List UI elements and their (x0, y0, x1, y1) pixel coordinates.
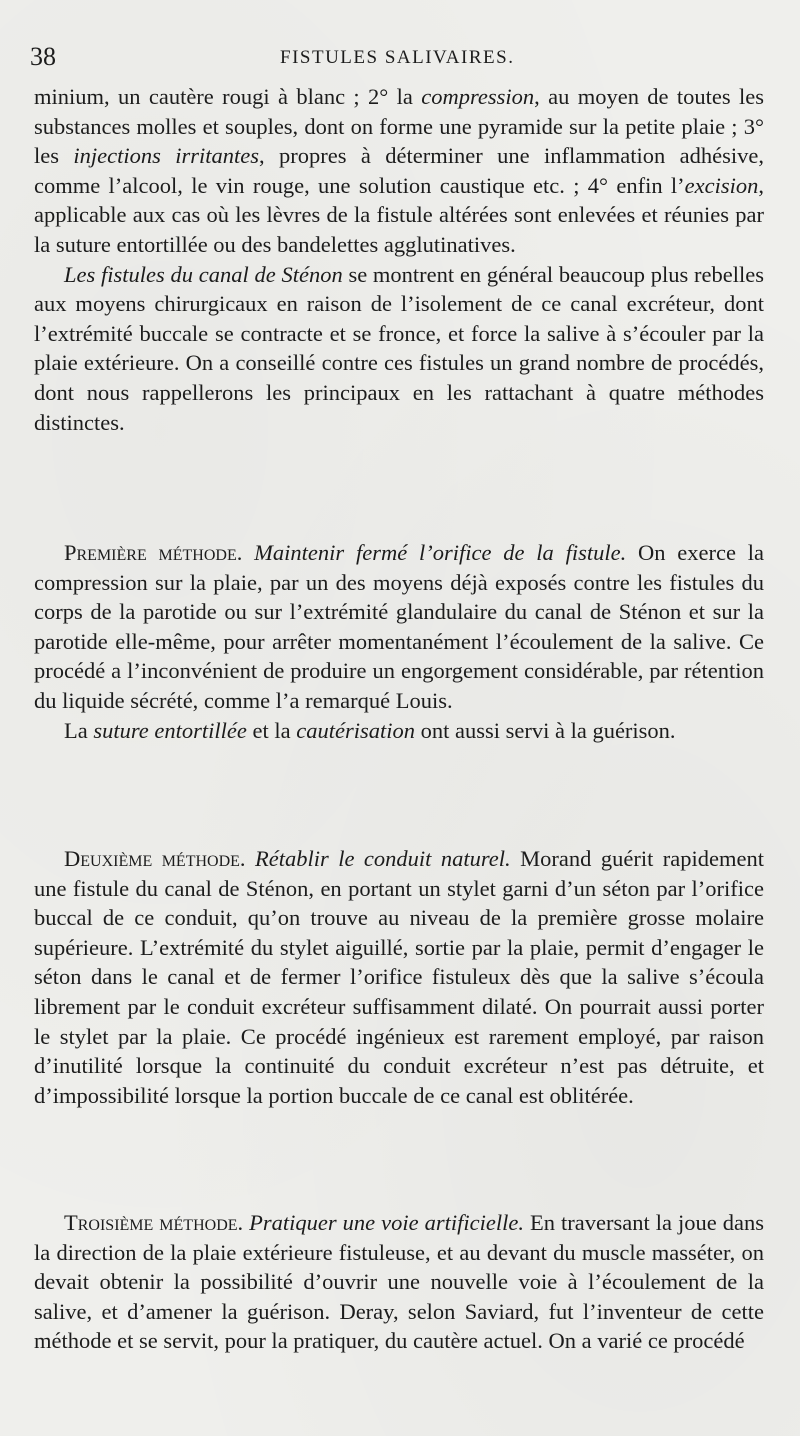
method-title: Pratiquer une voie artificielle. (249, 1210, 525, 1235)
text-run: On exerce la compression sur la plaie, par un des moyens déjà exposés contre les fistules du corps de la parotide ou sur l’extrémité glandulaire du canal de Sténon et sur la parotide elle-même, pour arrêter momentanément l’écoulement de la salive. Ce procédé a l’inconvénient de produire un engorgement considérable, par rétention du liquide sécrété, comme l’a remarqué Louis. (34, 540, 765, 713)
method-heading: Troisième méthode. (64, 1210, 244, 1235)
paragraph-troisieme-methode (34, 1208, 764, 1356)
italic-term: compression (421, 84, 535, 109)
text-block-method-1 (34, 538, 764, 745)
method-heading: Deuxième méthode. (64, 846, 246, 871)
text-run: La (64, 717, 94, 743)
paragraph-stenon-fistulas (34, 260, 764, 438)
text-run: , au moyen de toutes les substances molles et souples, dont on forme une pyramide sur la petite plaie ; 3° les (34, 84, 764, 169)
text-block-method-2 (34, 844, 764, 1110)
method-title: Rétablir le conduit naturel. (255, 846, 511, 871)
method-heading: Première méthode. (64, 540, 243, 565)
italic-term: excision (684, 172, 759, 198)
paragraph-premiere-methode (34, 538, 764, 716)
italic-term: injections irritantes (73, 143, 260, 169)
text-run: En traversant la joue dans la direction de la plaie extérieure fistuleuse, et au devant du muscle masséter, on devait obtenir la possibilité d’ouvrir une nouvelle voie à l’écoulement de la salive, et d’amener la guérison. Deray, selon Saviard, fut l’inventeur de cette méthode et se servit, pour la pratiquer, du cautère actuel. On a varié ce procédé (34, 1210, 764, 1354)
method-title: Maintenir fermé l’orifice de la fistule. (254, 540, 627, 565)
text-block-method-3 (34, 1208, 764, 1356)
text-run: se montrent en général beaucoup plus rebelles aux moyens chirurgicaux en raison de l’isolement de ce canal excréteur, dont l’extrémité buccale se contracte et se fronce, et force la salive à s’écouler par la plaie extérieure. On a conseillé contre ces fistules un grand nombre de procédés, dont nous rappellerons les principaux en les rattachant à quatre méthodes distinctes. (34, 261, 765, 435)
text-run: ont aussi servi à la guérison. (414, 717, 676, 743)
paragraph-suture (34, 716, 764, 746)
running-head (30, 40, 770, 74)
text-run: minium, un cautère rougi à blanc ; 2° la (34, 84, 422, 109)
italic-term: cautérisation (296, 717, 415, 743)
text-run: et la (246, 717, 297, 743)
page-number: 38 (30, 42, 56, 71)
paragraph-treatment-list (34, 82, 764, 260)
text-run: , propres à déterminer une inflammation adhésive, comme l’alcool, le vin rouge, une solution caustique etc. ; 4° enfin l’ (34, 143, 764, 198)
italic-term: suture entortillée (93, 717, 247, 743)
running-title: FISTULES SALIVAIRES. (280, 47, 515, 68)
italic-term: Les fistules du canal de Sténon (64, 261, 343, 287)
text-block-opening (34, 82, 764, 437)
text-run: , applicable aux cas où les lèvres de la fistule altérées sont enlevées et réunies par la suture entortillée ou des bandelettes agglutinatives. (34, 172, 764, 257)
paragraph-deuxieme-methode (34, 844, 764, 1110)
text-run: Morand guérit rapidement une fistule du canal de Sténon, en portant un stylet garni d’un séton par l’orifice buccal de ce conduit, qu’on trouve au niveau de la première grosse molaire supérieure. L’extrémité du stylet aiguillé, sortie par la plaie, permit d’engager le séton dans le canal et de fermer l’orifice fistuleux dès que la salive s’écoula librement par le conduit excréteur suffisamment dilaté. On pourrait aussi porter le stylet par la plaie. Ce procédé ingénieux est rarement employé, par raison d’inutilité lorsque la continuité du conduit excréteur n’est pas détruite, et d’impossibilité lorsque la portion buccale de ce canal est oblitérée. (34, 846, 764, 1108)
